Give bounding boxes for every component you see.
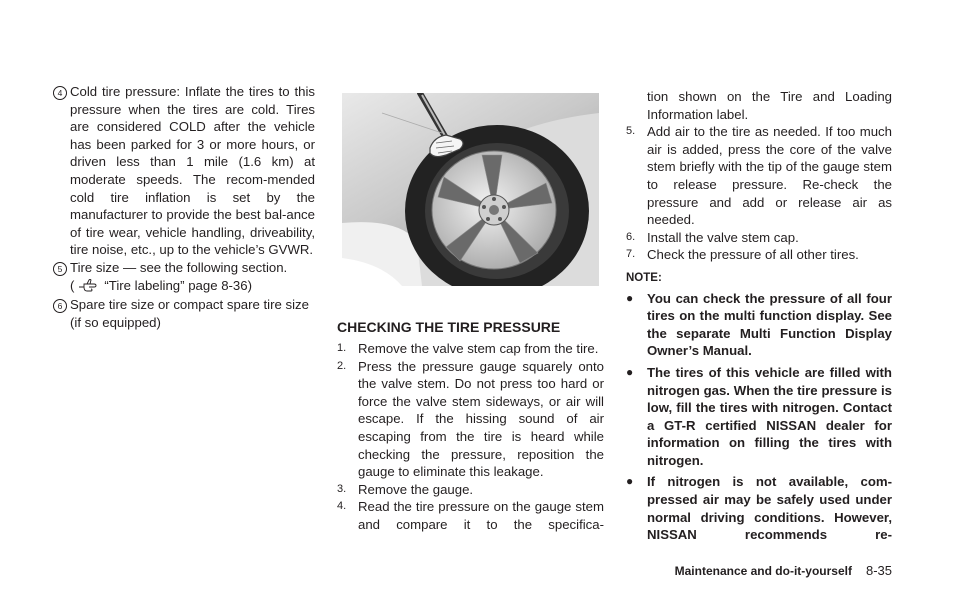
step-number: 3. <box>337 482 347 495</box>
step-item <box>337 498 604 533</box>
right-column <box>626 88 892 548</box>
item-text: Tire size — see the following section. <box>70 259 288 275</box>
bullet-text: If nitrogen is not available, com-pressed air may be safely used under normal driving conditions. However, NISSAN recommends re- <box>647 474 892 543</box>
step-number: 4. <box>337 500 347 513</box>
step-text: Press the pressure gauge squarely onto the valve stem. Do not press too hard or force the valve stem sideways, or air will escape. If the hissing sound of air escaping from the tire is heard while checking the pressure, reposition the gauge to eliminate this leakage. <box>358 358 604 480</box>
section-heading: CHECKING THE TIRE PRESSURE <box>337 319 561 335</box>
continuation-text: tion shown on the Tire and Loading Information label. <box>647 89 892 122</box>
step-number: 2. <box>337 359 347 372</box>
circled-number-6: 6 <box>53 299 67 313</box>
step-text: Install the valve stem cap. <box>647 229 799 245</box>
continuation-item <box>626 88 892 123</box>
ref-link[interactable]: “Tire labeling” page 8-36) <box>104 277 252 293</box>
bullet-text: You can check the pressure of all four tires on the multi function display. See the separate Multi Function Display Owner’s Manual. <box>647 290 892 359</box>
step-number: 7. <box>626 248 636 261</box>
note-bullet <box>626 473 892 543</box>
item-text: Cold tire pressure: Inflate the tires to this pressure when the tires are cold. Tires are considered COLD after the vehicle has been parked for 3 or more hours, or driven less than 1 mile (1.6 km) at moderate speeds. The recom-mended cold tire inflation is set by the manufacturer to provide the best bal-ance of tire wear, vehicle handling, driveability, tire noise, etc., up to the vehicle’s GVWR. <box>70 84 315 258</box>
bullet-dot-icon: ● <box>626 364 634 379</box>
list-item <box>53 259 315 296</box>
bullet-dot-icon: ● <box>626 290 634 305</box>
note-bullet <box>626 290 892 360</box>
step-item <box>626 229 892 247</box>
note-label: NOTE: <box>626 271 662 284</box>
page-footer <box>675 563 892 578</box>
note-bullet <box>626 364 892 470</box>
item-text: Spare tire size or compact spare tire size (if so equipped) <box>70 297 309 330</box>
middle-column <box>337 318 604 534</box>
list-item <box>53 83 315 259</box>
step-text: Remove the valve stem cap from the tire. <box>358 341 599 356</box>
tire-pressure-figure <box>342 93 599 286</box>
footer-section-title: Maintenance and do-it-yourself <box>674 564 852 578</box>
bullet-dot-icon: ● <box>626 474 634 489</box>
step-text: Check the pressure of all other tires. <box>647 247 859 263</box>
circled-number-4: 4 <box>53 86 67 100</box>
ref-open-paren: ( <box>70 277 75 293</box>
step-number: 6. <box>626 230 636 243</box>
step-item <box>626 123 892 229</box>
step-number: 5. <box>626 125 636 138</box>
step-number: 1. <box>337 342 347 354</box>
step-item <box>626 246 892 264</box>
step-item <box>337 481 604 499</box>
list-item <box>53 296 315 331</box>
page-number: 8-35 <box>865 563 892 578</box>
step-text: Add air to the tire as needed. If too much air is added, press the core of the valve stem briefly with the tip of the gauge stem to release pressure. Re-check the pressure and add or release air as needed. <box>647 124 892 228</box>
step-text: Remove the gauge. <box>358 481 474 497</box>
circled-number-5: 5 <box>53 262 67 276</box>
left-column <box>53 83 315 331</box>
step-item <box>337 340 604 358</box>
tire-pressure-gauge-illustration-icon <box>342 93 599 286</box>
step-item <box>337 358 604 481</box>
step-text: Read the tire pressure on the gauge stem and compare it to the specifica- <box>358 499 604 532</box>
bullet-text: The tires of this vehicle are filled with nitrogen gas. When the tire pressure is low, fill the tires with nitrogen. Contact a GT-R certified NISSAN dealer for information on filling the tires with nitrogen. <box>647 364 892 468</box>
pointing-hand-reference-icon <box>78 279 100 297</box>
item-text-wrap <box>70 259 315 296</box>
